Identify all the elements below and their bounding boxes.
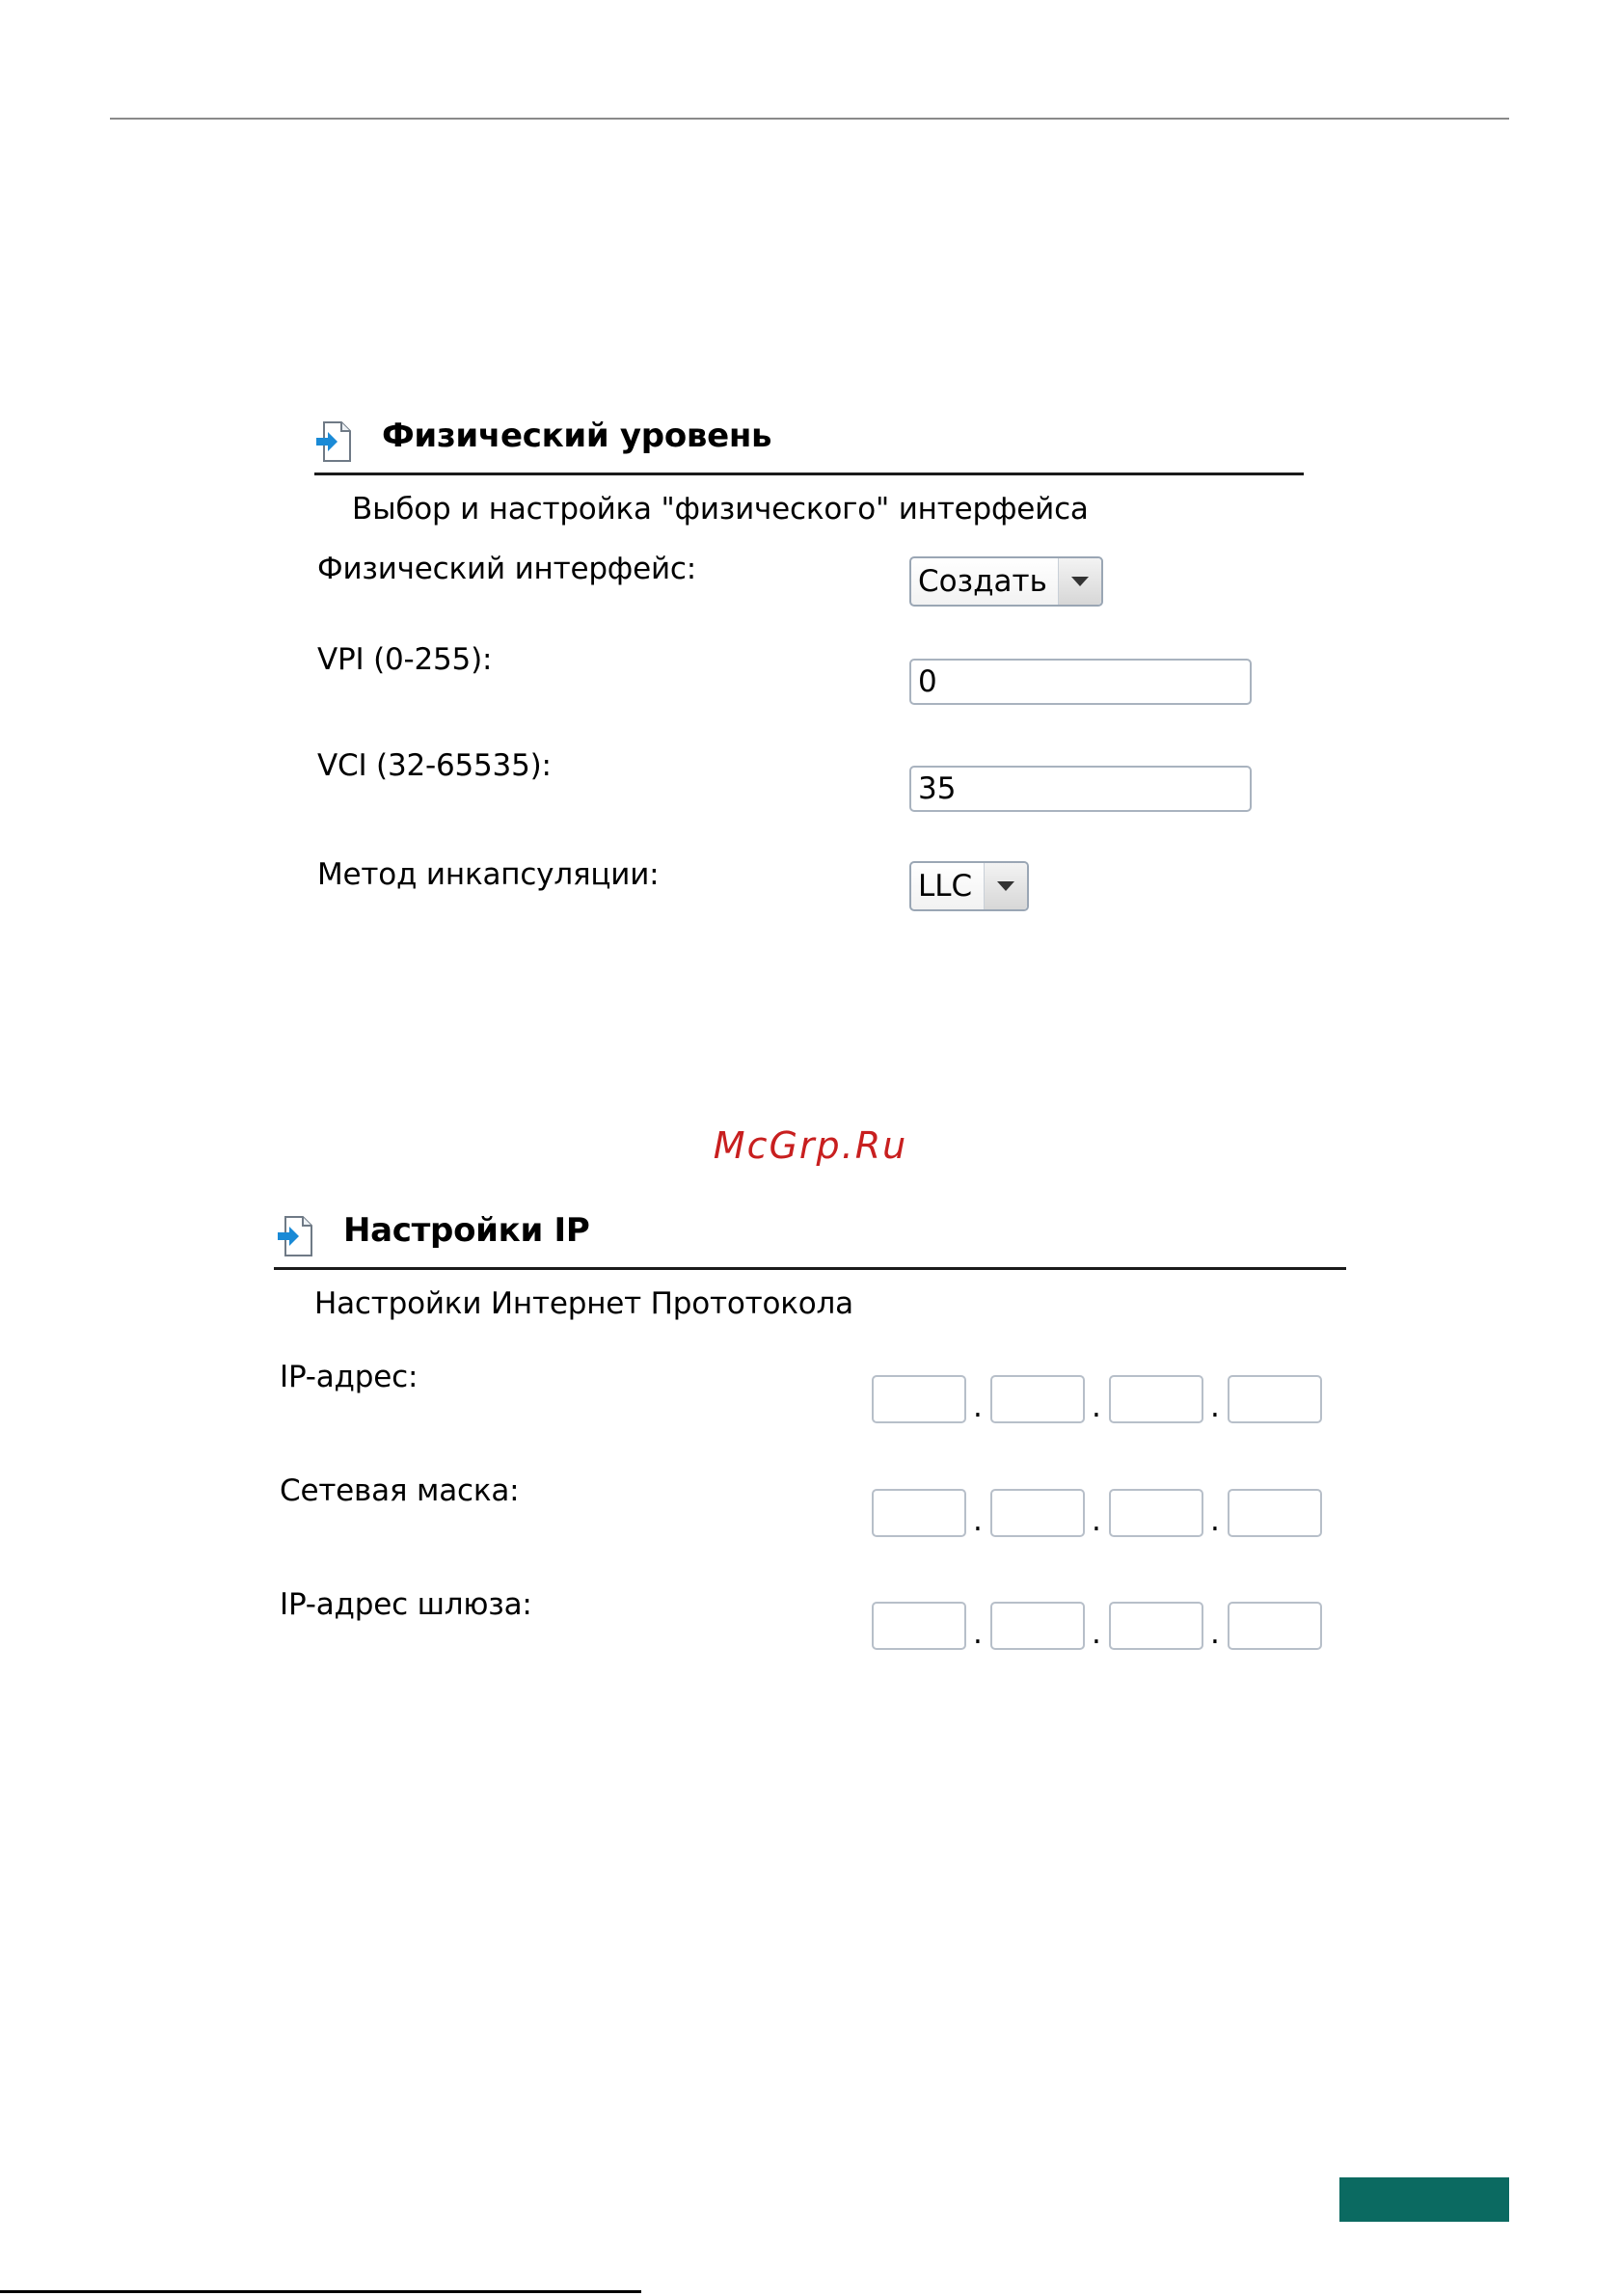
encapsulation-select[interactable] — [909, 861, 1029, 911]
vpi-label: VPI (0-255): — [317, 642, 493, 677]
document-arrow-icon — [276, 1215, 314, 1257]
netmask-input-group — [872, 1489, 1326, 1537]
encapsulation-value: LLC — [918, 869, 973, 904]
netmask-octet-1-input[interactable] — [872, 1489, 966, 1537]
netmask-label: Сетевая маска: — [280, 1473, 520, 1508]
ip-octet-4-input[interactable] — [1228, 1375, 1322, 1423]
section-subtitle: Выбор и настройка "физического" интерфейса — [352, 492, 1089, 527]
octet-separator: . — [973, 1390, 983, 1424]
gateway-input-group — [872, 1602, 1326, 1650]
watermark-text: McGrp.Ru — [713, 1124, 908, 1167]
ip-section-header — [276, 1209, 1346, 1261]
section-divider — [274, 1267, 1346, 1270]
vci-input[interactable]: 35 — [909, 766, 1252, 812]
vpi-input[interactable]: 0 — [909, 659, 1252, 705]
gateway-octet-3-input[interactable] — [1109, 1602, 1203, 1650]
gateway-octet-1-input[interactable] — [872, 1602, 966, 1650]
footer-accent-block — [1339, 2177, 1509, 2222]
octet-separator: . — [973, 1616, 983, 1651]
top-divider — [110, 118, 1509, 120]
chevron-down-icon — [1058, 558, 1101, 605]
encapsulation-label: Метод инкапсуляции: — [317, 857, 660, 892]
chevron-down-icon — [984, 863, 1027, 909]
octet-separator: . — [1210, 1503, 1220, 1538]
vci-label: VCI (32-65535): — [317, 748, 552, 783]
physical-section-header — [314, 415, 1304, 467]
octet-separator: . — [1092, 1503, 1101, 1538]
section-divider — [314, 473, 1304, 475]
octet-separator: . — [1092, 1390, 1101, 1424]
section-title: Физический уровень — [382, 417, 772, 455]
ip-octet-1-input[interactable] — [872, 1375, 966, 1423]
physical-interface-value: Создать — [918, 564, 1047, 599]
octet-separator: . — [1210, 1616, 1220, 1651]
ip-octet-3-input[interactable] — [1109, 1375, 1203, 1423]
octet-separator: . — [1092, 1616, 1101, 1651]
document-arrow-icon — [314, 420, 353, 463]
ip-address-input-group — [872, 1375, 1326, 1423]
netmask-octet-3-input[interactable] — [1109, 1489, 1203, 1537]
netmask-octet-2-input[interactable] — [990, 1489, 1085, 1537]
section-title: Настройки IP — [343, 1211, 590, 1250]
netmask-octet-4-input[interactable] — [1228, 1489, 1322, 1537]
gateway-octet-2-input[interactable] — [990, 1602, 1085, 1650]
gateway-octet-4-input[interactable] — [1228, 1602, 1322, 1650]
physical-interface-select[interactable] — [909, 556, 1103, 607]
section-subtitle: Настройки Интернет Прототокола — [314, 1286, 853, 1321]
octet-separator: . — [973, 1503, 983, 1538]
ip-octet-2-input[interactable] — [990, 1375, 1085, 1423]
bottom-divider — [0, 2290, 641, 2293]
gateway-label: IP-адрес шлюза: — [280, 1587, 532, 1622]
ip-address-label: IP-адрес: — [280, 1360, 419, 1394]
physical-interface-label: Физический интерфейс: — [317, 552, 697, 586]
octet-separator: . — [1210, 1390, 1220, 1424]
